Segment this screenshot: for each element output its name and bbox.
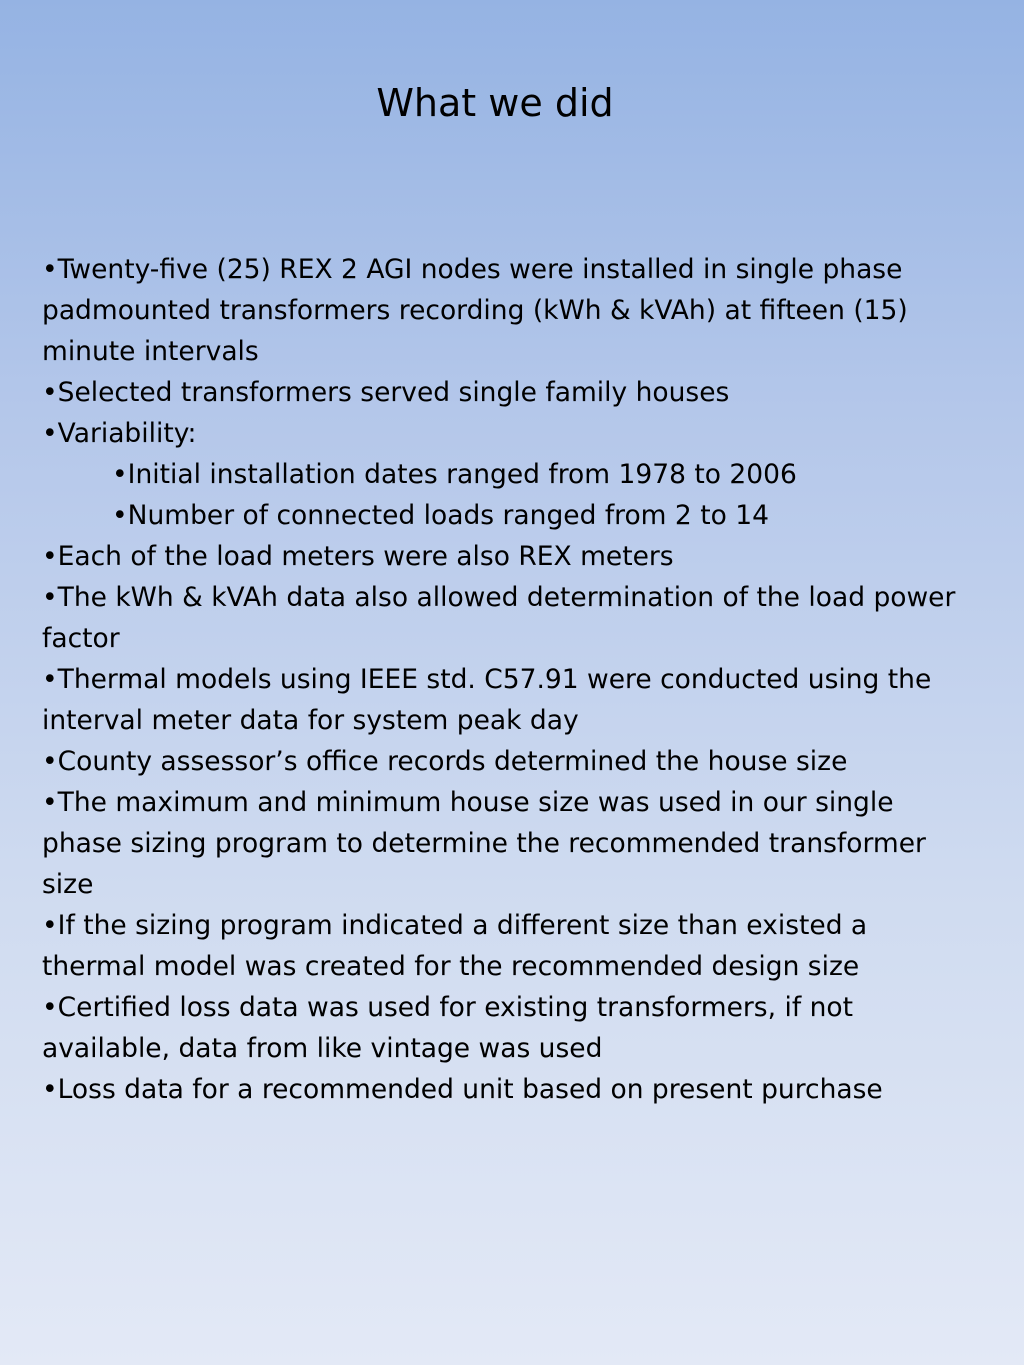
bullet-item: •Loss data for a recommended unit based on present purchase bbox=[42, 1074, 883, 1105]
sub-bullet-item: •Initial installation dates ranged from 1978 to 2006 bbox=[112, 459, 797, 490]
bullet-item: •County assessor’s office records determined the house size bbox=[42, 746, 848, 777]
bullet-item: •The kWh & kVAh data also allowed determination of the load power factor bbox=[42, 582, 956, 654]
slide-title: What we did bbox=[376, 81, 614, 125]
bullet-item: •Selected transformers served single family houses bbox=[42, 377, 730, 408]
bullet-item: •If the sizing program indicated a different size than existed a thermal model was created for the recommended design size bbox=[42, 910, 868, 982]
bullet-item: •Each of the load meters were also REX meters bbox=[42, 541, 674, 572]
sub-bullet-item: •Number of connected loads ranged from 2 to 14 bbox=[112, 500, 769, 531]
bullet-item: •Certified loss data was used for existing transformers, if not available, data from like vintage was used bbox=[42, 992, 853, 1064]
bullet-item: •The maximum and minimum house size was used in our single phase sizing program to determine the recommended transformer size bbox=[42, 787, 926, 900]
bullet-list bbox=[42, 249, 977, 1110]
bullet-item: •Variability: bbox=[42, 418, 197, 449]
bullet-item: •Twenty-five (25) REX 2 AGI nodes were installed in single phase padmounted transformers recording (kWh & kVAh) at fifteen (15) minute intervals bbox=[42, 254, 908, 367]
bullet-item: •Thermal models using IEEE std. C57.91 were conducted using the interval meter data for system peak day bbox=[42, 664, 932, 736]
